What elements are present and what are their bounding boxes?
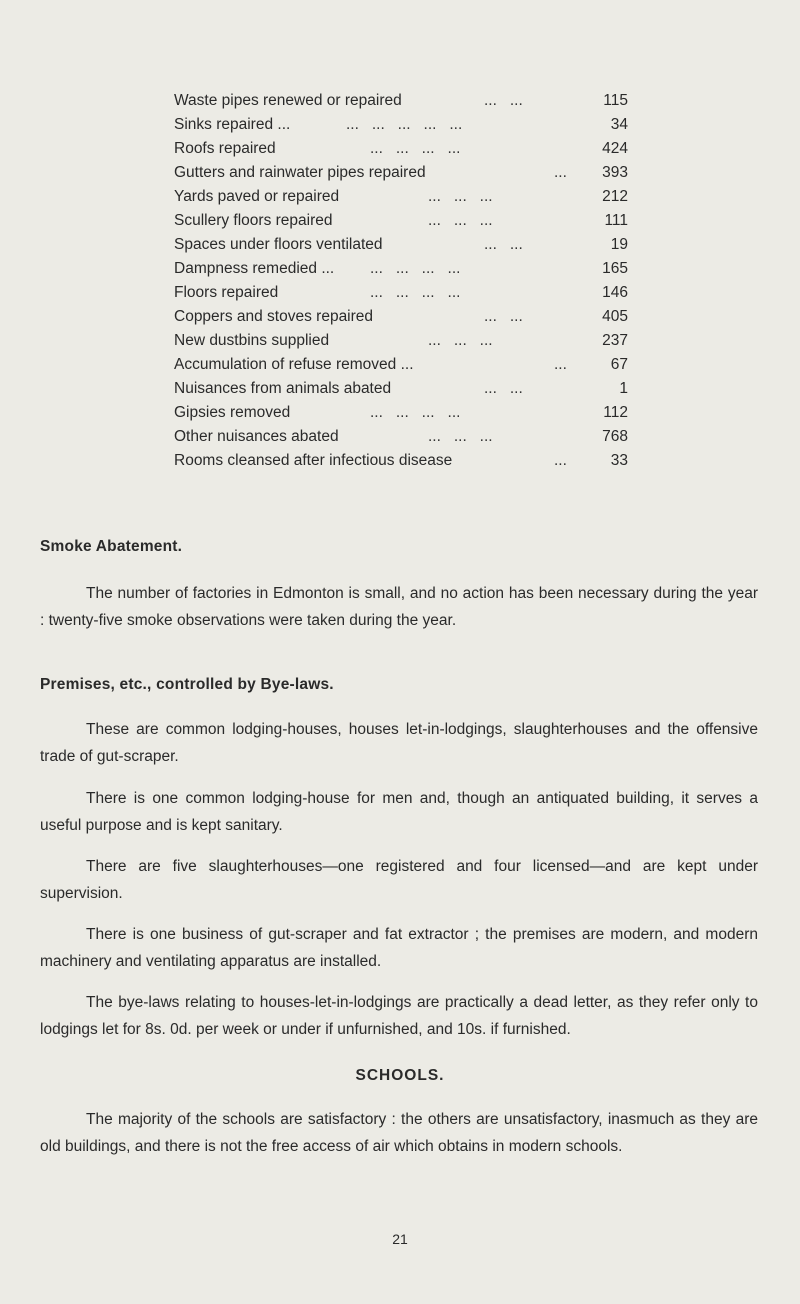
table-row [174,209,632,233]
leader-dots: ... [554,356,567,373]
table-row [174,233,632,257]
row-value: 393 [602,164,628,181]
table-row [174,161,632,185]
row-value: 34 [610,116,628,133]
schools-heading: SCHOOLS. [355,1067,445,1084]
premises-paragraph: These are common lodging-houses, houses let-in-lodgings, slaughterhouses and the offensive trade of gut-scraper. [40,721,758,765]
row-label: Sinks repaired ... [174,116,291,133]
row-value: 768 [602,428,628,445]
leader-dots: ... ... ... [428,212,493,229]
row-label: Gutters and rainwater pipes repaired [174,164,426,181]
row-value: 67 [610,356,628,373]
row-label: Nuisances from animals abated [174,380,392,397]
leader-dots: ... [554,164,567,181]
sanitary-works-table [174,89,632,473]
premises-heading: Premises, etc., controlled by Bye-laws. [40,676,334,693]
row-label: Floors repaired [174,284,279,301]
leader-dots: ... ... ... ... [370,404,461,421]
table-row [174,185,632,209]
premises-paragraph: There are five slaughterhouses—one registered and four licensed—and are kept under supervision. [40,858,758,902]
row-value: 237 [602,332,628,349]
page-number: 21 [392,1231,408,1247]
row-value: 1 [619,380,628,397]
leader-dots: ... ... [484,308,523,325]
row-label: Coppers and stoves repaired [174,308,374,325]
premises-paragraph: There is one common lodging-house for men and, though an antiquated building, it serves a useful purpose and is kept sanitary. [40,790,758,834]
leader-dots: ... ... ... [428,188,493,205]
leader-dots: ... ... ... [428,332,493,349]
smoke-abatement-paragraph: The number of factories in Edmonton is small, and no action has been necessary during the year : twenty-five smoke observations were taken during the year. [40,585,758,629]
row-value: 212 [602,188,628,205]
table-row [174,113,632,137]
row-value: 424 [602,140,628,157]
table-row [174,257,632,281]
table-row [174,449,632,473]
premises-paragraph: There is one business of gut-scraper and fat extractor ; the premises are modern, and modern machinery and ventilating apparatus are installed. [40,926,758,970]
leader-dots: ... ... [484,92,523,109]
leader-dots: ... ... ... ... [370,140,461,157]
smoke-abatement-heading: Smoke Abatement. [40,538,183,555]
leader-dots: ... ... ... ... [370,260,461,277]
table-row [174,89,632,113]
row-label: New dustbins supplied [174,332,330,349]
leader-dots: ... ... [484,236,523,253]
table-row [174,137,632,161]
row-label: Dampness remedied ... [174,260,335,277]
leader-dots: ... ... [484,380,523,397]
schools-paragraph: The majority of the schools are satisfactory : the others are unsatisfactory, inasmuch as they are old buildings, and there is not the free access of air which obtains in modern schools. [40,1111,758,1155]
row-label: Accumulation of refuse removed ... [174,356,414,373]
leader-dots: ... [554,452,567,469]
table-row [174,305,632,329]
leader-dots: ... ... ... [428,428,493,445]
premises-paragraph: The bye-laws relating to houses-let-in-lodgings are practically a dead letter, as they refer only to lodgings let for 8s. 0d. per week or under if unfurnished, and 10s. if furnished. [40,994,758,1038]
row-label: Roofs repaired [174,140,276,157]
row-label: Other nuisances abated [174,428,339,445]
leader-dots: ... ... ... ... ... [346,116,463,133]
row-value: 115 [603,92,628,109]
leader-dots: ... ... ... ... [370,284,461,301]
row-label: Spaces under floors ventilated [174,236,383,253]
row-value: 33 [610,452,628,469]
row-value: 112 [603,404,628,421]
row-label: Yards paved or repaired [174,188,340,205]
row-value: 165 [602,260,628,277]
row-value: 146 [602,284,628,301]
table-row [174,425,632,449]
row-value: 405 [602,308,628,325]
row-value: 19 [610,236,628,253]
table-row [174,281,632,305]
row-value: 111 [604,212,628,229]
table-row [174,353,632,377]
row-label: Gipsies removed [174,404,291,421]
row-label: Scullery floors repaired [174,212,333,229]
table-row [174,401,632,425]
table-row [174,377,632,401]
row-label: Waste pipes renewed or repaired [174,92,402,109]
table-row [174,329,632,353]
row-label: Rooms cleansed after infectious disease [174,452,453,469]
